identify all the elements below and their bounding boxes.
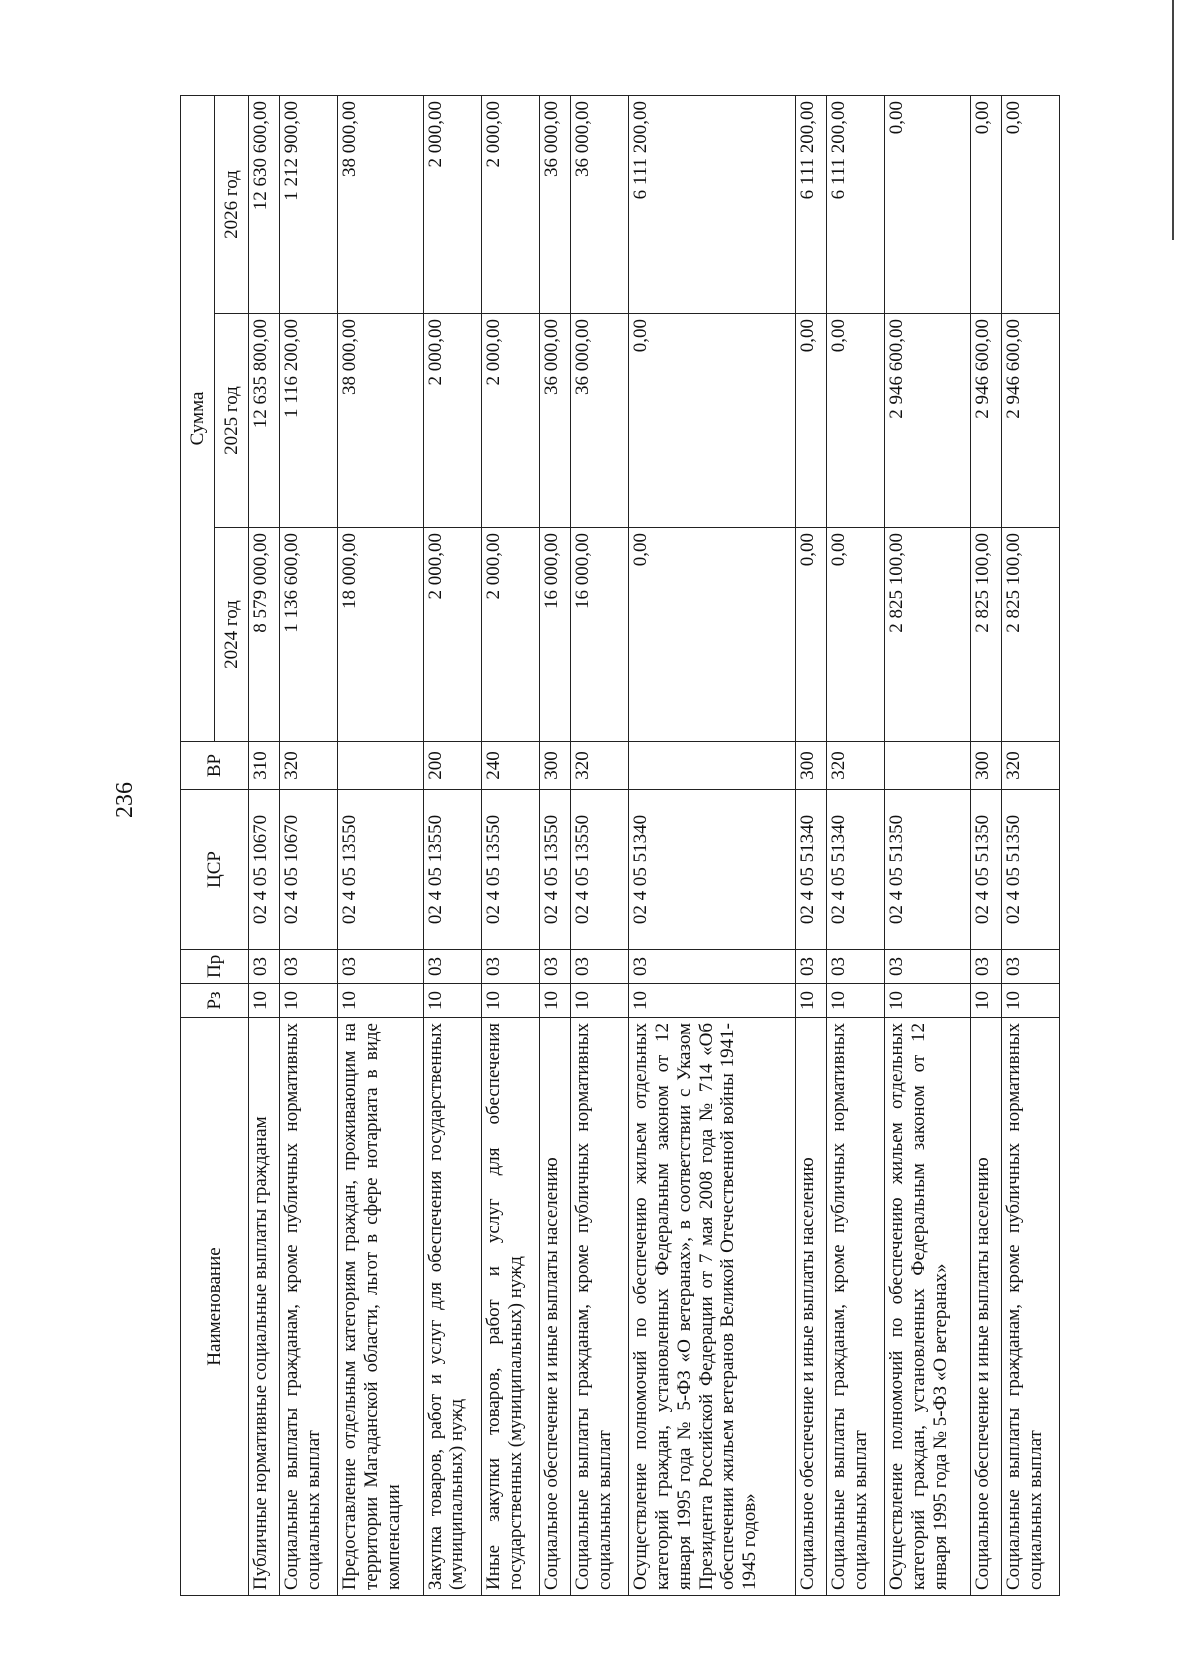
cell-rz: 10 [970, 984, 1001, 1018]
cell-2024: 2 000,00 [481, 528, 539, 742]
cell-name: Социальные выплаты гражданам, кроме публичных нормативных социальных выплат [1001, 1018, 1059, 1596]
cell-name: Социальные выплаты гражданам, кроме публичных нормативных социальных выплат [827, 1018, 885, 1596]
cell-pr: 03 [423, 950, 481, 984]
cell-rz: 10 [338, 984, 423, 1018]
cell-2026: 0,00 [1001, 95, 1059, 313]
cell-2024: 2 825 100,00 [885, 528, 970, 742]
cell-2024: 1 136 600,00 [279, 528, 337, 742]
cell-2026: 2 000,00 [423, 95, 481, 313]
table-row [629, 95, 796, 1595]
cell-vr [629, 742, 796, 790]
rotated-table-wrapper [180, 96, 1060, 1596]
cell-2025: 36 000,00 [570, 314, 628, 528]
cell-csr: 02 4 05 13550 [481, 790, 539, 950]
cell-2024: 16 000,00 [570, 528, 628, 742]
cell-2026: 0,00 [885, 95, 970, 313]
table-body [249, 95, 1060, 1595]
cell-2026: 2 000,00 [481, 95, 539, 313]
cell-2026: 6 111 200,00 [629, 95, 796, 313]
cell-name: Социальное обеспечение и иные выплаты населению [539, 1018, 570, 1596]
page-number: 236 [112, 782, 138, 818]
cell-2024: 0,00 [796, 528, 827, 742]
table-row [1001, 95, 1059, 1595]
cell-pr: 03 [539, 950, 570, 984]
cell-2024: 8 579 000,00 [249, 528, 280, 742]
cell-rz: 10 [796, 984, 827, 1018]
cell-vr: 320 [1001, 742, 1059, 790]
cell-2024: 0,00 [827, 528, 885, 742]
cell-rz: 10 [423, 984, 481, 1018]
cell-csr: 02 4 05 51340 [796, 790, 827, 950]
cell-2025: 0,00 [629, 314, 796, 528]
cell-name: Закупка товаров, работ и услуг для обеспечения государственных (муниципальных) нужд [423, 1018, 481, 1596]
cell-pr: 03 [885, 950, 970, 984]
cell-pr: 03 [338, 950, 423, 984]
cell-rz: 10 [481, 984, 539, 1018]
header-2024: 2024 год [215, 528, 249, 742]
cell-vr: 300 [796, 742, 827, 790]
cell-2025: 2 946 600,00 [885, 314, 970, 528]
table-row [338, 95, 423, 1595]
cell-name: Осуществление полномочий по обеспечению жильем отдельных категорий граждан, установленных Федеральным законом от 12 января 1995 года № 5-ФЗ «О ветеранах» [885, 1018, 970, 1596]
cell-2024: 16 000,00 [539, 528, 570, 742]
cell-2025: 36 000,00 [539, 314, 570, 528]
cell-csr: 02 4 05 13550 [423, 790, 481, 950]
cell-2025: 2 946 600,00 [970, 314, 1001, 528]
cell-rz: 10 [570, 984, 628, 1018]
cell-vr: 240 [481, 742, 539, 790]
table-row [827, 95, 885, 1595]
cell-name: Социальное обеспечение и иные выплаты населению [970, 1018, 1001, 1596]
cell-csr: 02 4 05 13550 [338, 790, 423, 950]
cell-pr: 03 [796, 950, 827, 984]
cell-csr: 02 4 05 51340 [629, 790, 796, 950]
cell-csr: 02 4 05 10670 [249, 790, 280, 950]
cell-vr [338, 742, 423, 790]
cell-pr: 03 [970, 950, 1001, 984]
cell-2025: 0,00 [827, 314, 885, 528]
budget-table [180, 95, 1060, 1596]
cell-vr: 320 [279, 742, 337, 790]
cell-name: Публичные нормативные социальные выплаты гражданам [249, 1018, 280, 1596]
cell-rz: 10 [827, 984, 885, 1018]
cell-2025: 2 946 600,00 [1001, 314, 1059, 528]
cell-2024: 0,00 [629, 528, 796, 742]
cell-pr: 03 [827, 950, 885, 984]
cell-vr: 300 [970, 742, 1001, 790]
header-sum: Сумма [181, 95, 215, 741]
cell-csr: 02 4 05 51350 [970, 790, 1001, 950]
cell-name: Осуществление полномочий по обеспечению жильем отдельных категорий граждан, установленных Федеральным законом от 12 января 1995 года № 5-ФЗ «О ветеранах», в соответствии с Указом Президента Российской Федерации от 7 мая 2008 года № 714 «Об обеспечении жильем ветеранов Великой Отечественной войны 1941-1945 годов» [629, 1018, 796, 1596]
cell-csr: 02 4 05 51350 [885, 790, 970, 950]
header-2026: 2026 год [215, 95, 249, 313]
cell-name: Социальные выплаты гражданам, кроме публичных нормативных социальных выплат [279, 1018, 337, 1596]
cell-pr: 03 [570, 950, 628, 984]
table-row [279, 95, 337, 1595]
table-row [481, 95, 539, 1595]
table-header [181, 95, 249, 1595]
cell-pr: 03 [279, 950, 337, 984]
table-row [249, 95, 280, 1595]
cell-pr: 03 [249, 950, 280, 984]
cell-rz: 10 [249, 984, 280, 1018]
cell-csr: 02 4 05 13550 [570, 790, 628, 950]
cell-vr: 310 [249, 742, 280, 790]
cell-2026: 6 111 200,00 [827, 95, 885, 313]
cell-pr: 03 [629, 950, 796, 984]
cell-2026: 0,00 [970, 95, 1001, 313]
cell-2026: 36 000,00 [539, 95, 570, 313]
cell-vr [885, 742, 970, 790]
cell-rz: 10 [1001, 984, 1059, 1018]
cell-2026: 6 111 200,00 [796, 95, 827, 313]
cell-2025: 1 116 200,00 [279, 314, 337, 528]
header-csr: ЦСР [181, 790, 249, 950]
cell-2026: 12 630 600,00 [249, 95, 280, 313]
table-row [796, 95, 827, 1595]
cell-2024: 2 825 100,00 [970, 528, 1001, 742]
cell-rz: 10 [539, 984, 570, 1018]
cell-rz: 10 [279, 984, 337, 1018]
cell-2025: 2 000,00 [423, 314, 481, 528]
scan-edge-line [1172, 0, 1174, 240]
cell-2026: 38 000,00 [338, 95, 423, 313]
cell-name: Иные закупки товаров, работ и услуг для обеспечения государственных (муниципальных) нужд [481, 1018, 539, 1596]
header-2025: 2025 год [215, 314, 249, 528]
cell-2025: 38 000,00 [338, 314, 423, 528]
cell-csr: 02 4 05 13550 [539, 790, 570, 950]
cell-2025: 0,00 [796, 314, 827, 528]
cell-2024: 18 000,00 [338, 528, 423, 742]
header-pr: Пр [181, 950, 249, 984]
cell-2026: 36 000,00 [570, 95, 628, 313]
header-vr: ВР [181, 742, 249, 790]
table-row [539, 95, 570, 1595]
table-row [885, 95, 970, 1595]
cell-2025: 12 635 800,00 [249, 314, 280, 528]
cell-name: Социальное обеспечение и иные выплаты населению [796, 1018, 827, 1596]
table-row [970, 95, 1001, 1595]
table-row [570, 95, 628, 1595]
cell-2024: 2 000,00 [423, 528, 481, 742]
cell-2025: 2 000,00 [481, 314, 539, 528]
cell-csr: 02 4 05 51340 [827, 790, 885, 950]
table-row [423, 95, 481, 1595]
cell-name: Предоставление отдельным категориям граждан, проживающим на территории Магаданской области, льгот в сфере нотариата в виде компенсации [338, 1018, 423, 1596]
cell-csr: 02 4 05 51350 [1001, 790, 1059, 950]
header-rz: Рз [181, 984, 249, 1018]
cell-2026: 1 212 900,00 [279, 95, 337, 313]
cell-vr: 300 [539, 742, 570, 790]
cell-csr: 02 4 05 10670 [279, 790, 337, 950]
cell-name: Социальные выплаты гражданам, кроме публичных нормативных социальных выплат [570, 1018, 628, 1596]
cell-vr: 200 [423, 742, 481, 790]
cell-pr: 03 [1001, 950, 1059, 984]
cell-pr: 03 [481, 950, 539, 984]
cell-rz: 10 [885, 984, 970, 1018]
cell-2024: 2 825 100,00 [1001, 528, 1059, 742]
header-name: Наименование [181, 1018, 249, 1596]
cell-rz: 10 [629, 984, 796, 1018]
cell-vr: 320 [570, 742, 628, 790]
cell-vr: 320 [827, 742, 885, 790]
